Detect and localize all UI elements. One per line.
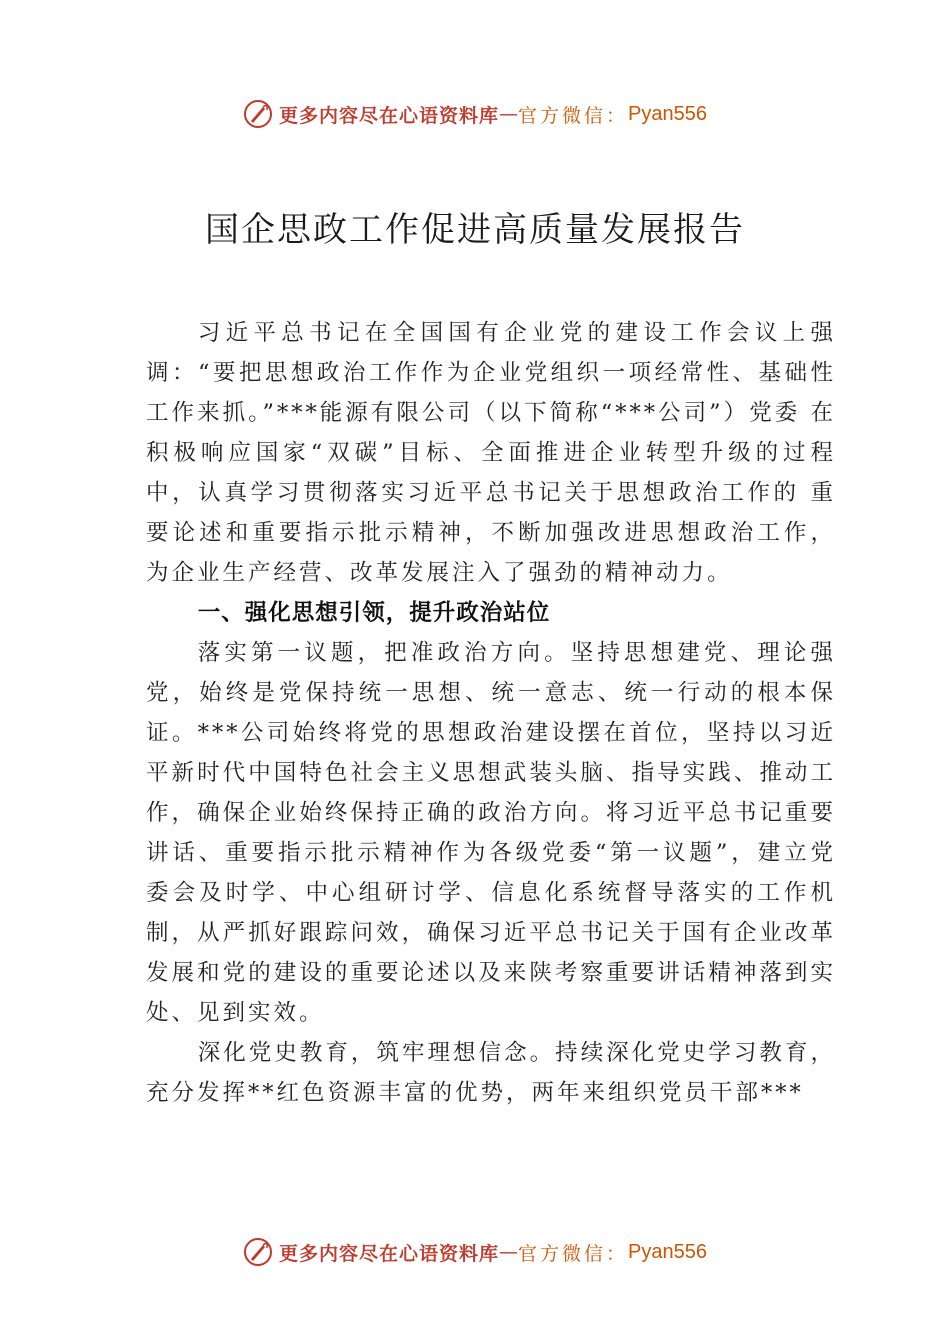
header-brand-text: 更多内容尽在心语资料库 — [279, 104, 500, 127]
section-heading: 一、强化思想引领，提升政治站位 — [197, 600, 551, 626]
quill-logo-icon — [243, 1237, 273, 1267]
footer-separator: — — [499, 1241, 519, 1263]
quill-logo-icon — [243, 99, 273, 129]
footer-brand-text: 更多内容尽在心语资料库 — [279, 1242, 500, 1265]
section-paragraph: 落实第一议题，把准政治方向。坚持思想建党、理论强党，始终是党保持统一思想、统一意志、统一行动的根本保证。***公司始终将党的思想政治建设摆在首位，坚持以习近平新时代中国特色社会主义思想武装头脑、指导实践、推动工作，确保企业始终保持正确的政治方向。将习近平总书记重要讲话、重要指示批示精神作为各级党委“第一议题”，建立党委会及时学、中心组研讨学、信息化系统督导落实的工作机制，从严抓好跟踪问效，确保习近平总书记关于国有企业改革发展和党的建设的重要论述以及来陕考察重要讲话精神落到实处、见到实效。 — [146, 640, 836, 1026]
header-banner — [0, 94, 950, 134]
document-body — [146, 313, 836, 1113]
document-title: 国企思政工作促进高质量发展报告 — [205, 210, 745, 250]
footer-wechat-label: 官方微信： — [518, 1242, 629, 1265]
footer-wechat-id: Pyan556 — [628, 1240, 707, 1263]
header-wechat-label: 官方微信： — [518, 104, 629, 127]
section-paragraph: 深化党史教育，筑牢理想信念。持续深化党史学习教育，充分发挥**红色资源丰富的优势，两年来组织党员干部*** — [146, 1040, 836, 1106]
intro-paragraph: 习近平总书记在全国国有企业党的建设工作会议上强调：“要把思想政治工作作为企业党组织一项经常性、基础性 工作来抓。”***能源有限公司（以下简称“***公司”）党委 在积极响应国家“双碳”目标、全面推进企业转型升级的过程中，认真学习贯彻落实习近平总书记关于思想政治工作的 重要论述和重要指示批示精神，不断加强改进思想政治工作， 为企业生产经营、改革发展注入了强劲的精神动力。 — [146, 320, 836, 586]
header-wechat-id: Pyan556 — [628, 102, 707, 125]
footer-banner — [0, 1232, 950, 1272]
header-separator: — — [499, 103, 519, 125]
